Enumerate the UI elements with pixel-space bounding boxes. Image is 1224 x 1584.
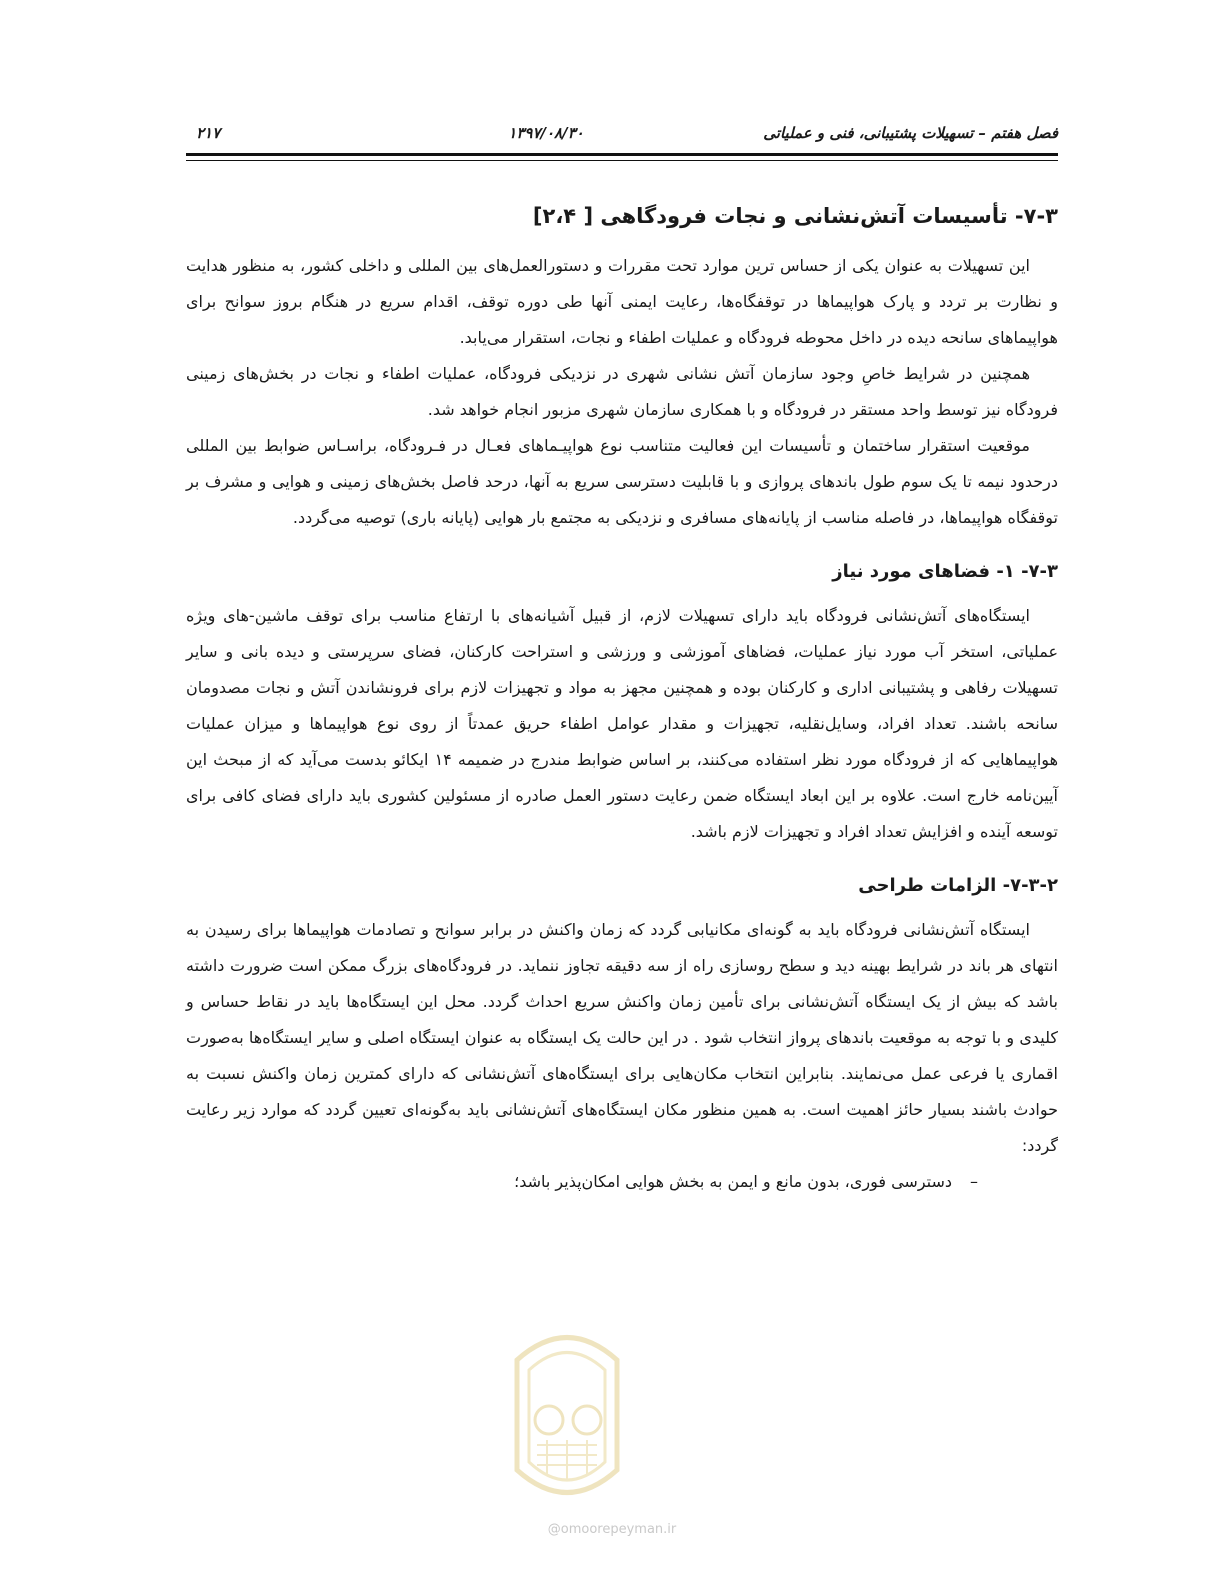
bullet-item xyxy=(186,1164,1058,1200)
page-number: ۲۱۷ xyxy=(196,124,221,142)
header-rule-thin xyxy=(186,160,1058,161)
subsection-title-required-spaces: ۷-۳- ۱- فضاهای مورد نیاز xyxy=(832,561,1058,582)
header-date: ۱۳۹۷/۰۸/۳۰ xyxy=(508,124,584,142)
paragraph: ایستگاه آتش‌نشانی فرودگاه باید به گونه‌ای مکانیابی گردد که زمان واکنش در برابر سوانح و تصادمات هواپیماها برای رسیدن به انتهای هر باند در شرایط بهینه دید و سطح روسازی راه از سه دقیقه تجاوز ننماید. در فرودگاه‌های بزرگ ممکن است ضرورت داشته باشد که بیش از یک ایستگاه آتش‌نشانی برای تأمین زمان واکنش سریع احداث گردد. محل این ایستگاه‌ها باید در نقاط حساس و کلیدی و با توجه به موقعیت باندهای پرواز انتخاب شود . در این حالت یک ایستگاه به عنوان ایستگاه اصلی و سایر ایستگاه‌ها به‌صورت اقماری یا فرعی عمل می‌نمایند. بنابراین انتخاب مکان‌هایی برای ایستگاه‌های آتش‌نشانی که دارای کمترین زمان واکنش نسبت به حوادث باشند بسیار حائز اهمیت است. به همین منظور مکان ایستگاه‌های آتش‌نشانی باید به‌گونه‌ای تعیین گردد که موارد زیر رعایت گردد: xyxy=(186,920,1058,1155)
paragraph: ایستگاه‌های آتش‌نشانی فرودگاه باید دارای تسهیلات لازم، از قبیل آشیانه‌های با ارتفاع مناسب برای توقف ماشین‌-های ویژه عملیاتی، استخر آب مورد نیاز عملیات، فضاهای آموزشی و ورزشی و استراحت کارکنان، فضای سرپرستی و دیده بانی و سایر تسهیلات رفاهی و پشتیبانی اداری و کارکنان بوده و همچنین مجهز به مواد و تجهیزات لازم برای فرونشاندن آتش و نجات مصدومان سانحه باشند. تعداد افراد، وسایل‌نقلیه، تجهیزات و مقدار عوامل اطفاء حریق عمدتاً از روی نوع هواپیماها و میزان عملیات هواپیماهایی که از فرودگاه مورد نظر استفاده می‌کنند، بر اساس ضوابط مندرج در ضمیمه ۱۴ ایکائو بدست می‌آید که از مبحث این آیین‌نامه خارج است. علاوه بر این ابعاد ایستگاه ضمن رعایت دستور العمل صادره از مسئولین کشوری باید دارای فضای کافی برای توسعه آینده و افزایش تعداد افراد و تجهیزات لازم باشد. xyxy=(186,606,1059,841)
paragraph: این تسهیلات به عنوان یکی از حساس ترین موارد تحت مقررات و دستورالعمل‌های بین المللی و داخلی کشور، به منظور هدایت و نظارت بر تردد و پارک هواپیماها در توقفگاه‌ها، رعایت ایمنی آنها طی دوره توقف، اقدام سریع در هنگام بروز سوانح برای هواپیماهای سانحه دیده در داخل محوطه فرودگاه و عملیات اطفاء و نجات، استقرار می‌یابد. xyxy=(186,256,1058,347)
paragraph: همچنین در شرایط خاصِ وجود سازمان آتش نشانی شهری در نزدیکی فرودگاه، عملیات اطفاء و نجات در بخش‌های زمینی فرودگاه نیز توسط واحد مستقر در فرودگاه و با همکاری سازمان شهری مزبور انجام خواهد شد. xyxy=(186,364,1058,419)
header-rule-thick xyxy=(186,153,1058,156)
watermark-text: @omoorepeyman.ir xyxy=(547,1522,677,1537)
paragraph: موقعیت استقرار ساختمان و تأسیسات این فعالیت متناسب نوع هواپیـماهای فعـال در فـرودگاه، براسـاس ضوابط بین المللی درحدود نیمه تا یک سوم طول باندهای پروازی و با قابلیت دسترسی سریع به آنها، درحد فاصل بخش‌های زمینی و هوایی و مشرف بر توقفگاه هواپیماها، در فاصله مناسب از پایانه‌های مسافری و نزدیکی به مجتمع بار هوایی (پایانه باری) توصیه می‌گردد. xyxy=(186,436,1058,527)
subsection-title-design-requirements: ۷-۳-۲- الزامات طراحی xyxy=(858,875,1058,896)
dash-icon: – xyxy=(970,1172,978,1191)
main-content xyxy=(186,198,1058,1200)
chapter-title: فصل هفتم – تسهیلات پشتیبانی، فنی و عملیاتی xyxy=(763,124,1058,142)
bullet-text: دسترسی فوری، بدون مانع و ایمن به بخش هوایی امکان‌پذیر باشد؛ xyxy=(514,1172,952,1191)
seal-watermark xyxy=(497,1320,637,1520)
page-header xyxy=(186,118,1058,148)
section-title: ۷-۳- تأسیسات آتش‌نشانی و نجات فرودگاهی [ ۲،۴] xyxy=(532,204,1058,228)
